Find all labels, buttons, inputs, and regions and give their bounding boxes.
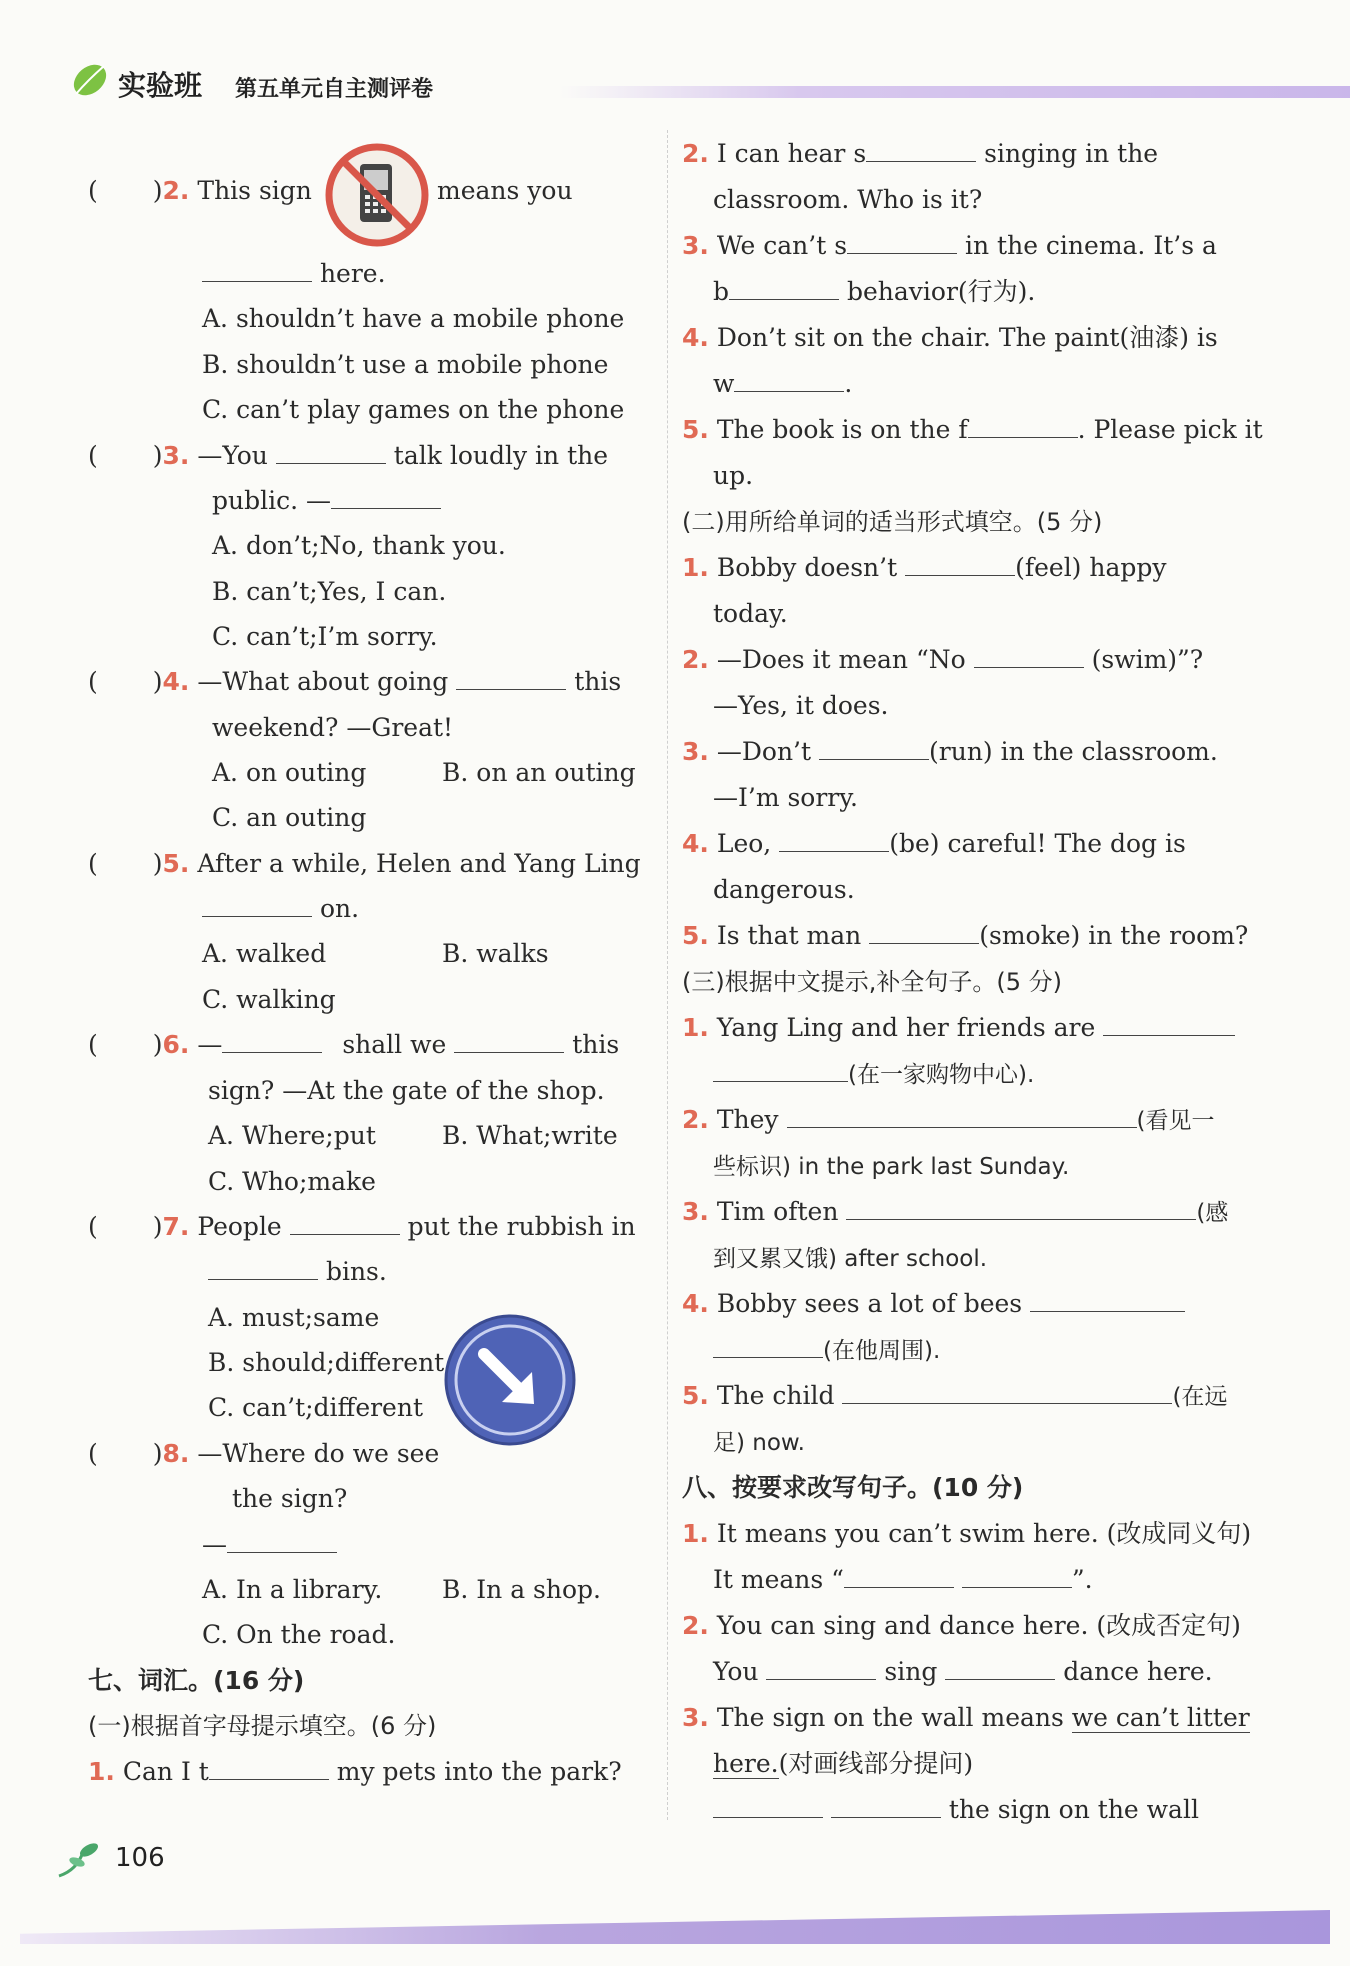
answer-blank <box>290 1212 400 1235</box>
translate-4: 4. Bobby sees a lot of bees <box>682 1288 1185 1320</box>
question-6: ( )6. — shall we this <box>88 1030 620 1059</box>
question-8: ( )8. —Where do we see <box>88 1439 440 1468</box>
answer-blank <box>276 441 386 464</box>
question-number: 5. <box>162 849 190 878</box>
answer-blank <box>227 1530 337 1553</box>
answer-blank <box>968 415 1078 438</box>
translate-3: 3. Tim often (感 <box>682 1197 1229 1226</box>
question-4: ( )4. —What about going this <box>88 667 622 696</box>
answer-blank <box>962 1565 1072 1588</box>
option: A. don’t;No, thank you. <box>212 531 506 560</box>
answer-blank <box>729 277 839 300</box>
option: B. What;write <box>442 1121 618 1150</box>
answer-blank <box>202 894 312 917</box>
question-3: ( )3. —You talk loudly in the <box>88 441 609 470</box>
rewrite-1: 1. It means you can’t swim here. (改成同义句) <box>682 1519 1252 1548</box>
translate-1: 1. Yang Ling and her friends are <box>682 1012 1235 1044</box>
form-1: 1. Bobby doesn’t (feel) happy <box>682 553 1167 582</box>
question-number: 6. <box>162 1030 190 1059</box>
unit-title: 第五单元自主测评卷 <box>235 77 434 102</box>
vocab-4: 4. Don’t sit on the chair. The paint(油漆) is <box>682 323 1218 352</box>
option: B. shouldn’t use a mobile phone <box>202 350 609 379</box>
answer-blank <box>454 1030 564 1053</box>
section-7-3-heading: (三)根据中文提示,补全句子。(5 分) <box>682 968 1062 996</box>
answer-blank <box>945 1657 1055 1680</box>
option: B. on an outing <box>442 758 636 787</box>
option: A. on outing <box>212 758 367 787</box>
answer-blank <box>779 829 889 852</box>
question-number: 1. <box>88 1757 115 1786</box>
answer-blank <box>844 1565 954 1588</box>
option: B. should;different <box>208 1348 445 1377</box>
question-number: 4. <box>162 667 190 696</box>
header <box>60 50 1300 110</box>
translate-5: 5. The child (在远 <box>682 1381 1228 1410</box>
answer-blank <box>1103 1013 1235 1036</box>
question-number: 3. <box>162 441 190 470</box>
header-stripe <box>560 86 1350 98</box>
option: A. walked <box>202 939 327 968</box>
vocab-2: 2. I can hear s singing in the <box>682 139 1159 168</box>
form-5: 5. Is that man (smoke) in the room? <box>682 921 1249 950</box>
brand-label: 实验班 <box>118 69 203 102</box>
option: C. can’t;I’m sorry. <box>212 622 438 651</box>
worksheet-page: 实验班 第五单元自主测评卷 ( )2. This sign means you here. A. shouldn’t have a mobile phone B. shouldn’t use a mobile phone C. can’t play games on the phone ( )3. —You talk loudly in the public. — A. don’t;No, thank you. B. can’t;Yes, I can. C. can’t;I’m sorry. ( )4. —What about going this weekend? —Great! A. on outing B. on an outing C. an outing ( )5. After a while, Helen and Yang Ling on. A. walked B. walks C. walking ( )6. — shall we this sign? —At the gate of the shop. A. Where;put B. What;write C. Who;make ( )7. People put the rubbish in bins. A. must;same B. should;different C. can’t;different ( )8. —Where do we see the sign? — A. In a library. B. In a shop. C. On the road. 七、词汇。(16 分) (一)根据首字母提示填空。(6 分) 1. Can I t my pets into the park? 2. I can hear s singing in the classroom. Who is it? 3. We can’t s in the cinema. It’s a b behavior(行为). 4. Don’t sit on the chair. The paint(油漆) is w . 5. The book is on the f . Please pick it up. (二)用所给单词的适当形式填空。(5 分) 1. Bobby doesn’t (feel) happy today. 2. —Does it mean “No (swim)”? —Yes, it does. 3. —Don’t (run) in the classroom. —I’m sorry. 4. Leo, (be) careful! The dog is dangerous. 5. Is that man (smoke) in the room? (三)根据中文提示,补全句子。(5 分) 1. Yang Ling and her friends are (在一家购物中心). 2. They (看见一 些标识) in the park last Sunday. 3. Tim often (感 到又累又饿) after school. 4. Bobby sees a lot of bees (在他周围). 5. The child (在远 足) now. 八、按要求改写句子。(10 分) 1. It means you can’t swim here. (改成同义句) It means “ ”. 2. You can sing and dance here. (改成否定句) You sing dance here. 3. The sign on the wall means we can’t litter here.(对画线部分提问) the sign on the wall 106 <box>0 0 1350 1966</box>
sprout-deco-icon <box>55 1840 105 1880</box>
option: B. walks <box>442 939 549 968</box>
option: C. can’t;different <box>208 1393 424 1422</box>
answer-blank <box>202 259 312 282</box>
question-number: 2. <box>162 176 190 205</box>
option: C. On the road. <box>202 1620 396 1649</box>
rewrite-3: 3. The sign on the wall means we can’t litter <box>682 1703 1250 1732</box>
question-2: ( )2. This sign <box>88 176 312 205</box>
option: C. an outing <box>212 803 367 832</box>
answer-blank <box>331 486 441 509</box>
option: B. In a shop. <box>442 1575 601 1604</box>
option: A. Where;put <box>208 1121 376 1150</box>
answer-blank <box>713 1795 823 1818</box>
vocab-5: 5. The book is on the f . Please pick it <box>682 415 1263 444</box>
answer-blank <box>209 1757 329 1780</box>
arrow-sign-icon <box>440 1310 580 1450</box>
option: C. can’t play games on the phone <box>202 395 625 424</box>
option: A. must;same <box>208 1303 380 1332</box>
option: B. can’t;Yes, I can. <box>212 577 447 606</box>
option: C. Who;make <box>208 1167 376 1196</box>
section-7-heading: 七、词汇。(16 分) <box>88 1666 305 1695</box>
form-4: 4. Leo, (be) careful! The dog is <box>682 829 1186 858</box>
answer-blank <box>847 231 957 254</box>
answer-blank <box>222 1030 322 1053</box>
question-5: ( )5. After a while, Helen and Yang Ling <box>88 849 641 878</box>
option: A. shouldn’t have a mobile phone <box>202 304 625 333</box>
column-divider <box>667 130 668 1820</box>
answer-blank <box>905 553 1015 576</box>
translate-2: 2. They (看见一 <box>682 1105 1215 1134</box>
vocab-1: 1. Can I t my pets into the park? <box>88 1757 622 1786</box>
question-number: 7. <box>162 1212 190 1241</box>
answer-blank <box>766 1657 876 1680</box>
answer-blank <box>208 1257 318 1280</box>
page-number: 106 <box>115 1843 165 1873</box>
question-7: ( )7. People put the rubbish in <box>88 1212 636 1241</box>
answer-blank <box>842 1381 1172 1404</box>
answer-blank <box>974 645 1084 668</box>
option: C. walking <box>202 985 336 1014</box>
answer-blank <box>713 1059 848 1082</box>
answer-blank <box>787 1105 1137 1128</box>
answer-blank <box>456 667 566 690</box>
form-2: 2. —Does it mean “No (swim)”? <box>682 645 1204 674</box>
answer-blank <box>819 737 929 760</box>
answer-blank <box>869 921 979 944</box>
answer-blank <box>713 1335 823 1358</box>
answer-blank <box>846 1197 1196 1220</box>
answer-blank <box>831 1795 941 1818</box>
section-8-heading: 八、按要求改写句子。(10 分) <box>682 1473 1024 1502</box>
footer-band <box>20 1910 1330 1944</box>
vocab-3: 3. We can’t s in the cinema. It’s a <box>682 231 1217 260</box>
section-7-2-heading: (二)用所给单词的适当形式填空。(5 分) <box>682 508 1103 536</box>
answer-blank <box>866 139 976 162</box>
section-7-1-heading: (一)根据首字母提示填空。(6 分) <box>88 1712 437 1740</box>
no-phone-sign-icon <box>322 140 432 250</box>
question-number: 8. <box>162 1439 190 1468</box>
answer-blank <box>1030 1289 1185 1312</box>
form-3: 3. —Don’t (run) in the classroom. <box>682 737 1218 766</box>
option: A. In a library. <box>202 1575 383 1604</box>
answer-blank <box>734 369 844 392</box>
rewrite-2: 2. You can sing and dance here. (改成否定句) <box>682 1611 1241 1640</box>
leaf-logo-icon <box>70 58 112 100</box>
